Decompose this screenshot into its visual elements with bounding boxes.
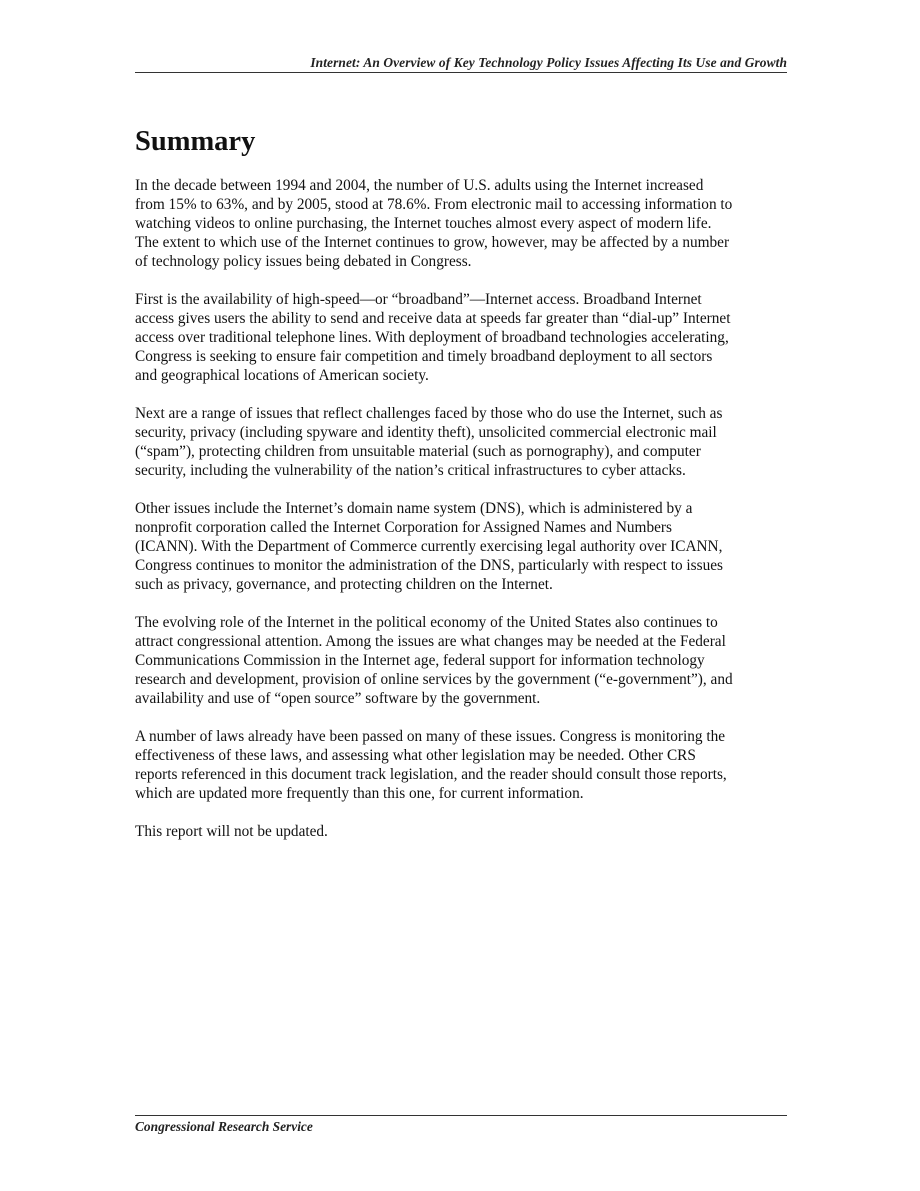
text-line: which are updated more frequently than this one, for current information. [135, 785, 584, 802]
footer-divider [135, 1115, 787, 1116]
paragraph-4 [135, 499, 787, 594]
text-line: (“spam”), protecting children from unsuitable material (such as pornography), and computer [135, 443, 701, 460]
text-line: Next are a range of issues that reflect challenges faced by those who do use the Internet, such as [135, 405, 723, 422]
text-line: security, including the vulnerability of the nation’s critical infrastructures to cyber attacks. [135, 462, 686, 479]
header-divider [135, 72, 787, 73]
text-line: Congress is seeking to ensure fair competition and timely broadband deployment to all sectors [135, 348, 713, 365]
text-line: nonprofit corporation called the Internet Corporation for Assigned Names and Numbers [135, 519, 672, 536]
summary-body [135, 176, 787, 860]
text-line: access over traditional telephone lines. With deployment of broadband technologies accelerating, [135, 329, 729, 346]
text-line: attract congressional attention. Among the issues are what changes may be needed at the Federal [135, 633, 726, 650]
text-line: The evolving role of the Internet in the political economy of the United States also continues to [135, 614, 718, 631]
text-line: availability and use of “open source” software by the government. [135, 690, 541, 707]
text-line: of technology policy issues being debated in Congress. [135, 253, 472, 270]
text-line: Communications Commission in the Internet age, federal support for information technology [135, 652, 705, 669]
text-line: The extent to which use of the Internet continues to grow, however, may be affected by a number [135, 234, 730, 251]
paragraph-2 [135, 290, 787, 385]
text-line: effectiveness of these laws, and assessing what other legislation may be needed. Other CRS [135, 747, 696, 764]
text-line: In the decade between 1994 and 2004, the number of U.S. adults using the Internet increased [135, 177, 704, 194]
paragraph-1 [135, 176, 787, 271]
text-line: A number of laws already have been passed on many of these issues. Congress is monitoring the [135, 728, 726, 745]
text-line: from 15% to 63%, and by 2005, stood at 78.6%. From electronic mail to accessing information to [135, 196, 733, 213]
paragraph-3 [135, 404, 787, 480]
text-line: and geographical locations of American society. [135, 367, 429, 384]
running-header: Internet: An Overview of Key Technology Policy Issues Affecting Its Use and Growth [310, 55, 787, 70]
page-title: Summary [135, 126, 256, 157]
text-line: such as privacy, governance, and protecting children on the Internet. [135, 576, 553, 593]
paragraph-5 [135, 613, 787, 708]
text-line: Other issues include the Internet’s domain name system (DNS), which is administered by a [135, 500, 693, 517]
paragraph-7 [135, 822, 787, 841]
text-line: access gives users the ability to send and receive data at speeds far greater than “dial-up” Internet [135, 310, 731, 327]
text-line: This report will not be updated. [135, 823, 328, 840]
paragraph-6 [135, 727, 787, 803]
text-line: Congress continues to monitor the administration of the DNS, particularly with respect to issues [135, 557, 723, 574]
text-line: security, privacy (including spyware and identity theft), unsolicited commercial electronic mail [135, 424, 717, 441]
text-line: research and development, provision of online services by the government (“e-government”), and [135, 671, 733, 688]
text-line: watching videos to online purchasing, the Internet touches almost every aspect of modern life. [135, 215, 712, 232]
text-line: (ICANN). With the Department of Commerce currently exercising legal authority over ICANN, [135, 538, 723, 555]
text-line: First is the availability of high-speed—or “broadband”—Internet access. Broadband Internet [135, 291, 702, 308]
running-footer: Congressional Research Service [135, 1119, 313, 1134]
text-line: reports referenced in this document track legislation, and the reader should consult those reports, [135, 766, 727, 783]
